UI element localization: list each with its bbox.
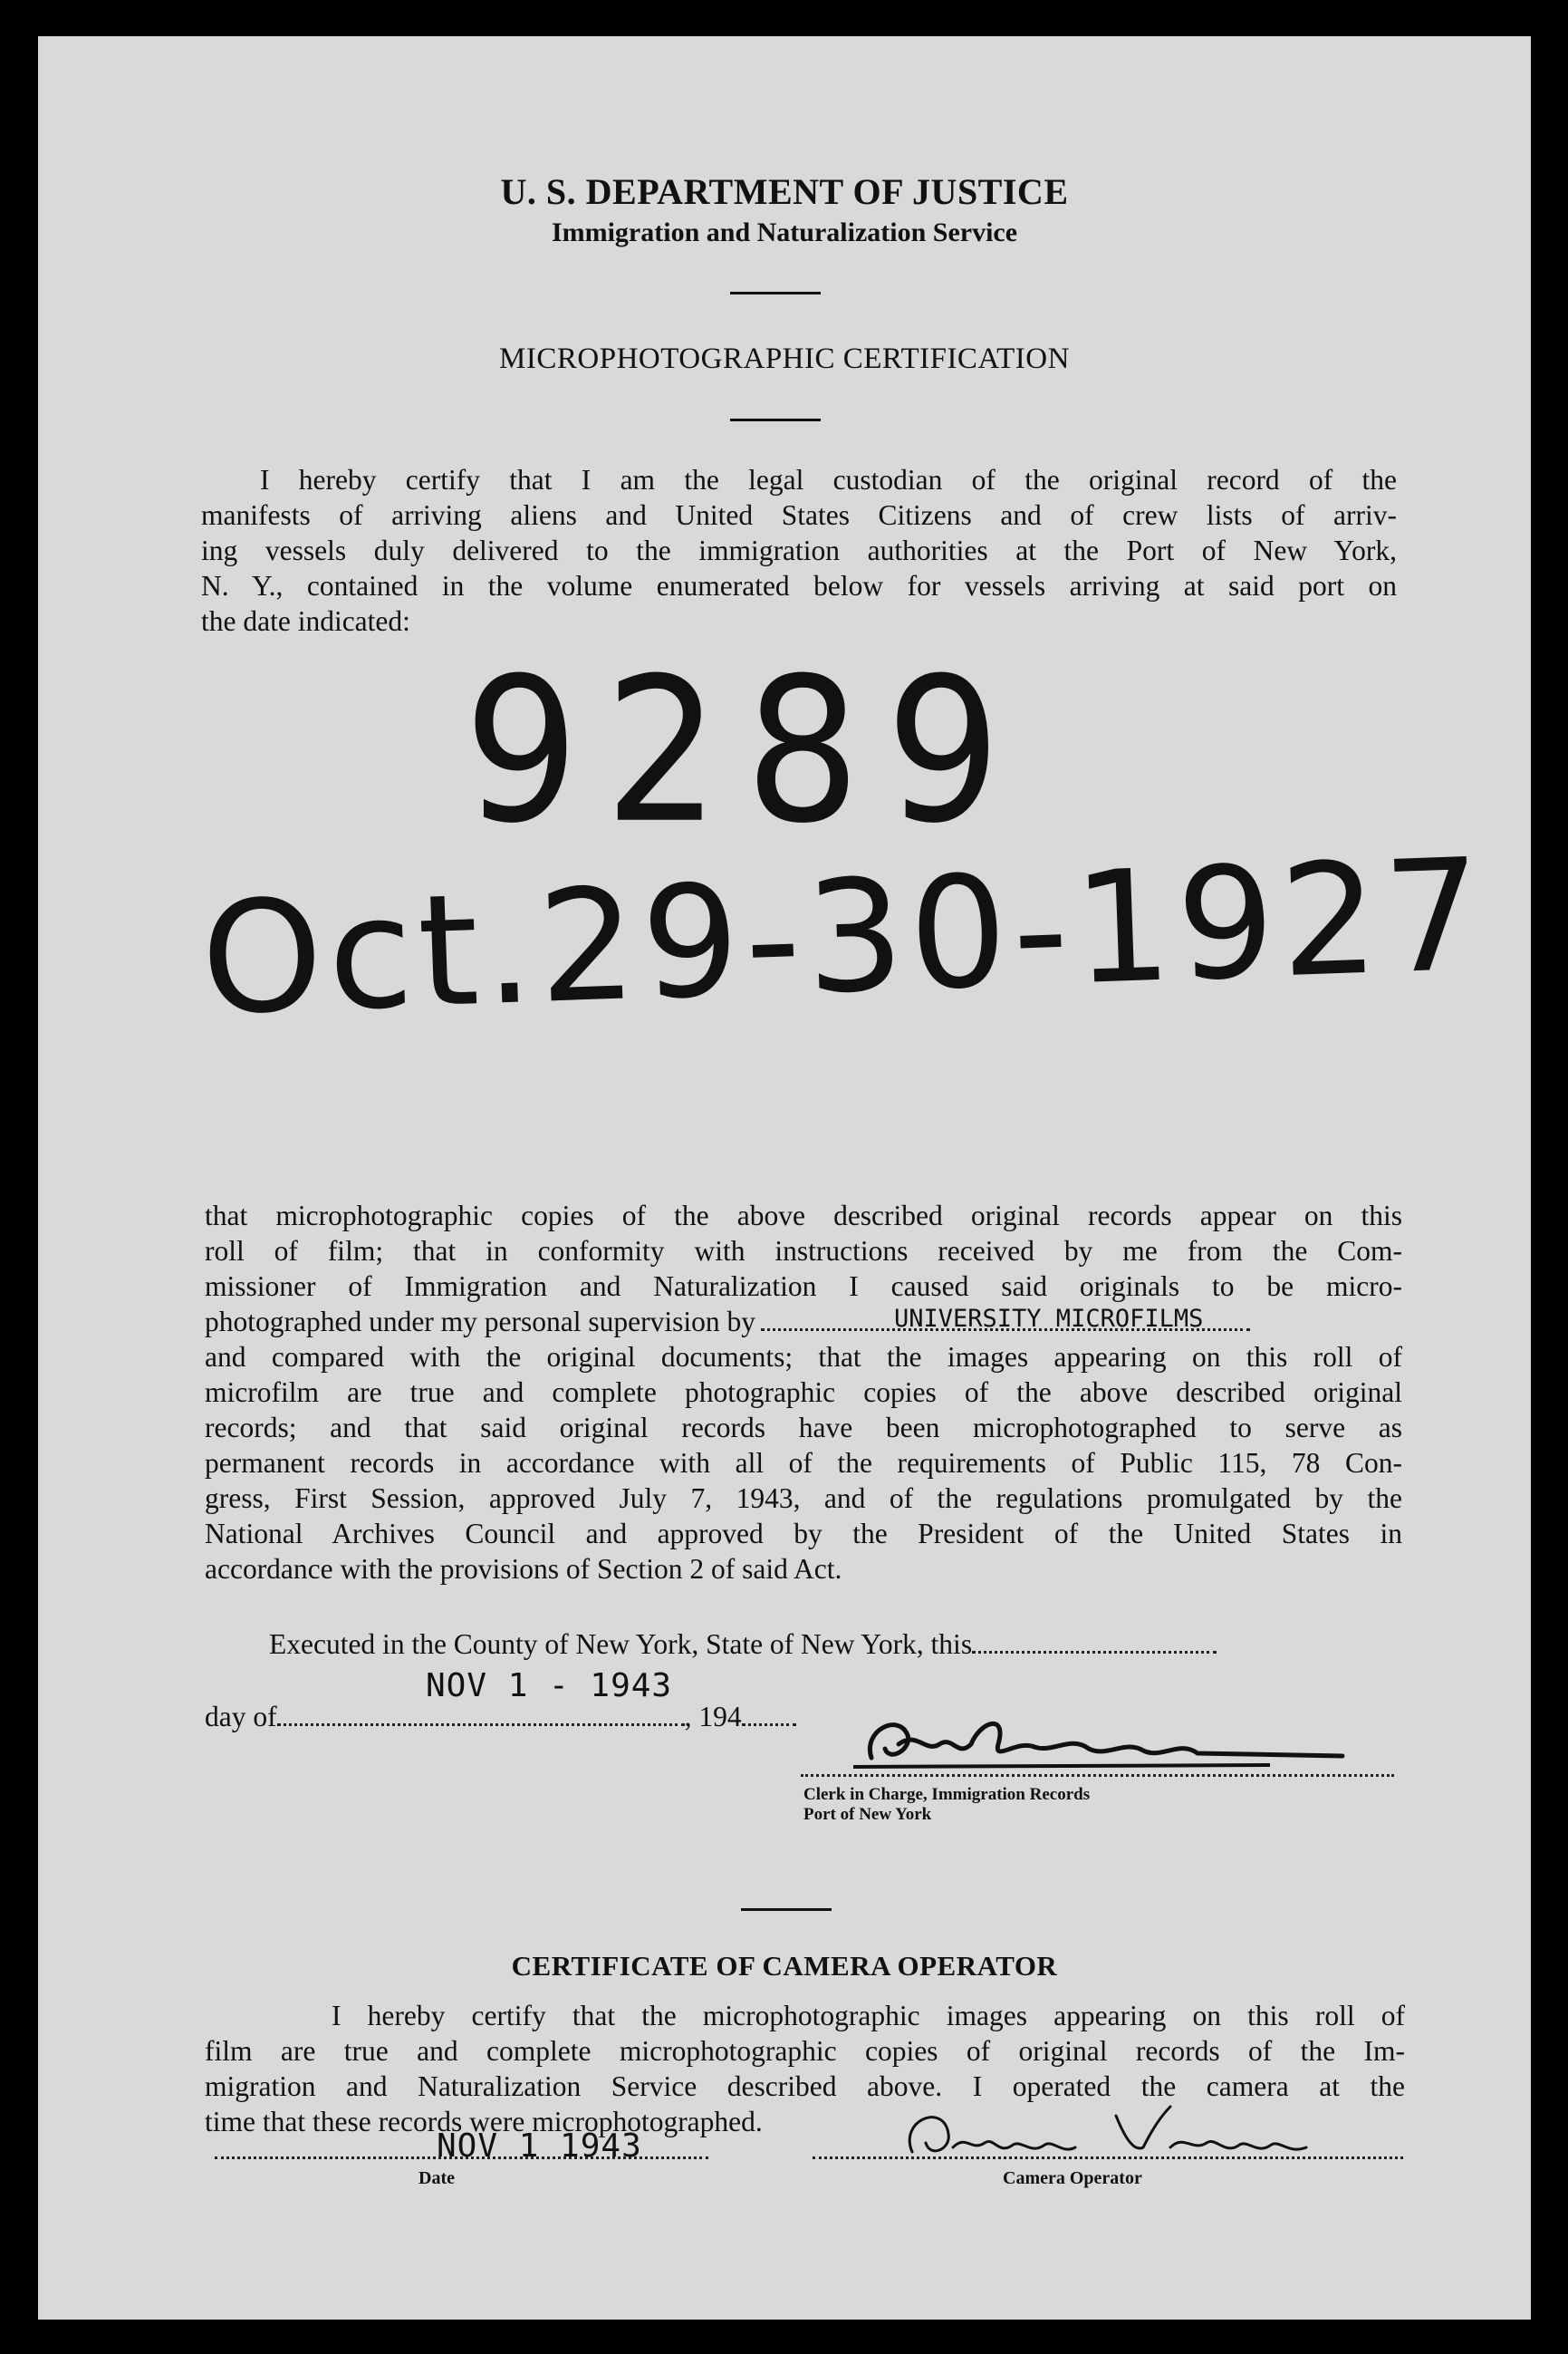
body-line: gress, First Session, approved July 7, 1943, and of the regulations promulgated by the (205, 1482, 1402, 1514)
operator-signature-line (813, 2156, 1403, 2159)
body-line: that microphotographic copies of the above described original records appear on this (205, 1200, 1402, 1231)
intro-line: the date indicated: (201, 605, 410, 637)
divider (741, 1908, 832, 1911)
body-line-text: photographed under my personal supervision by (205, 1306, 756, 1337)
body-line: records; and that said original records have been microphotographed to serve as (205, 1412, 1402, 1443)
body-line: accordance with the provisions of Section 2 of said Act. (205, 1553, 842, 1585)
intro-line: manifests of arriving aliens and United States Citizens and of crew lists of arriv- (201, 499, 1397, 531)
camera-line: migration and Naturalization Service described above. I operated the camera at the (205, 2070, 1405, 2102)
body-line: permanent records in accordance with all of the requirements of Public 115, 78 Con- (205, 1447, 1402, 1479)
handwritten-volume-number: 9289 (464, 635, 1026, 868)
day-of-label: day of (205, 1701, 277, 1732)
date-line (215, 2156, 708, 2159)
certification-title: MICROPHOTOGRAPHIC CERTIFICATION (499, 342, 1070, 375)
clerk-signature-line (801, 1774, 1394, 1777)
divider (730, 292, 821, 294)
camera-line: film are true and complete microphotographic copies of original records of the Im- (205, 2035, 1405, 2067)
executed-line (269, 1626, 1401, 1662)
camera-stamped-date: NOV 1 1943 (437, 2127, 642, 2165)
year-prefix: , 194 (684, 1701, 742, 1732)
operator-label: Camera Operator (1003, 2168, 1142, 2188)
body-paragraph (205, 1198, 1402, 1587)
department-heading: U. S. DEPARTMENT OF JUSTICE (500, 171, 1069, 212)
divider (730, 419, 821, 421)
camera-line: time that these records were microphotographed. (205, 2106, 763, 2137)
body-line: microfilm are true and complete photographic copies of the above described original (205, 1376, 1402, 1408)
body-line: missioner of Immigration and Naturalization I caused said originals to be micro- (205, 1270, 1402, 1302)
handwritten-dates: Oct.29-30-1927 (197, 825, 1490, 1050)
clerk-title-2: Port of New York (803, 1805, 932, 1824)
intro-line: I hereby certify that I am the legal custodian of the original record of the (260, 464, 1397, 496)
body-line: and compared with the original documents; that the images appearing on this roll of (205, 1341, 1402, 1373)
executed-blank (972, 1651, 1217, 1654)
operator-signature (880, 2093, 1406, 2175)
intro-line: N. Y., contained in the volume enumerated below for vessels arriving at said port on (201, 570, 1397, 602)
typed-microfilmer: UNIVERSITY MICROFILMS (894, 1305, 1204, 1333)
body-line (205, 1304, 1402, 1339)
day-of-blank (277, 1723, 685, 1726)
camera-certificate-title: CERTIFICATE OF CAMERA OPERATOR (511, 1950, 1058, 1982)
intro-line: ing vessels duly delivered to the immigration authorities at the Port of New York, (201, 535, 1397, 566)
stamped-date: NOV 1 - 1943 (426, 1667, 673, 1704)
camera-line: I hereby certify that the microphotographic images appearing on this roll of (332, 2000, 1405, 2031)
intro-paragraph (201, 462, 1397, 639)
executed-text: Executed in the County of New York, State of New York, this (269, 1628, 973, 1660)
year-blank (742, 1723, 796, 1726)
certificate-page (38, 36, 1531, 2320)
date-label: Date (418, 2168, 455, 2188)
clerk-title-1: Clerk in Charge, Immigration Records (803, 1785, 1091, 1804)
clerk-signature (835, 1694, 1397, 1794)
body-line: roll of film; that in conformity with instructions received by me from the Com- (205, 1235, 1402, 1267)
service-subheading: Immigration and Naturalization Service (551, 217, 1018, 247)
body-line: National Archives Council and approved by the President of the United States in (205, 1518, 1402, 1549)
